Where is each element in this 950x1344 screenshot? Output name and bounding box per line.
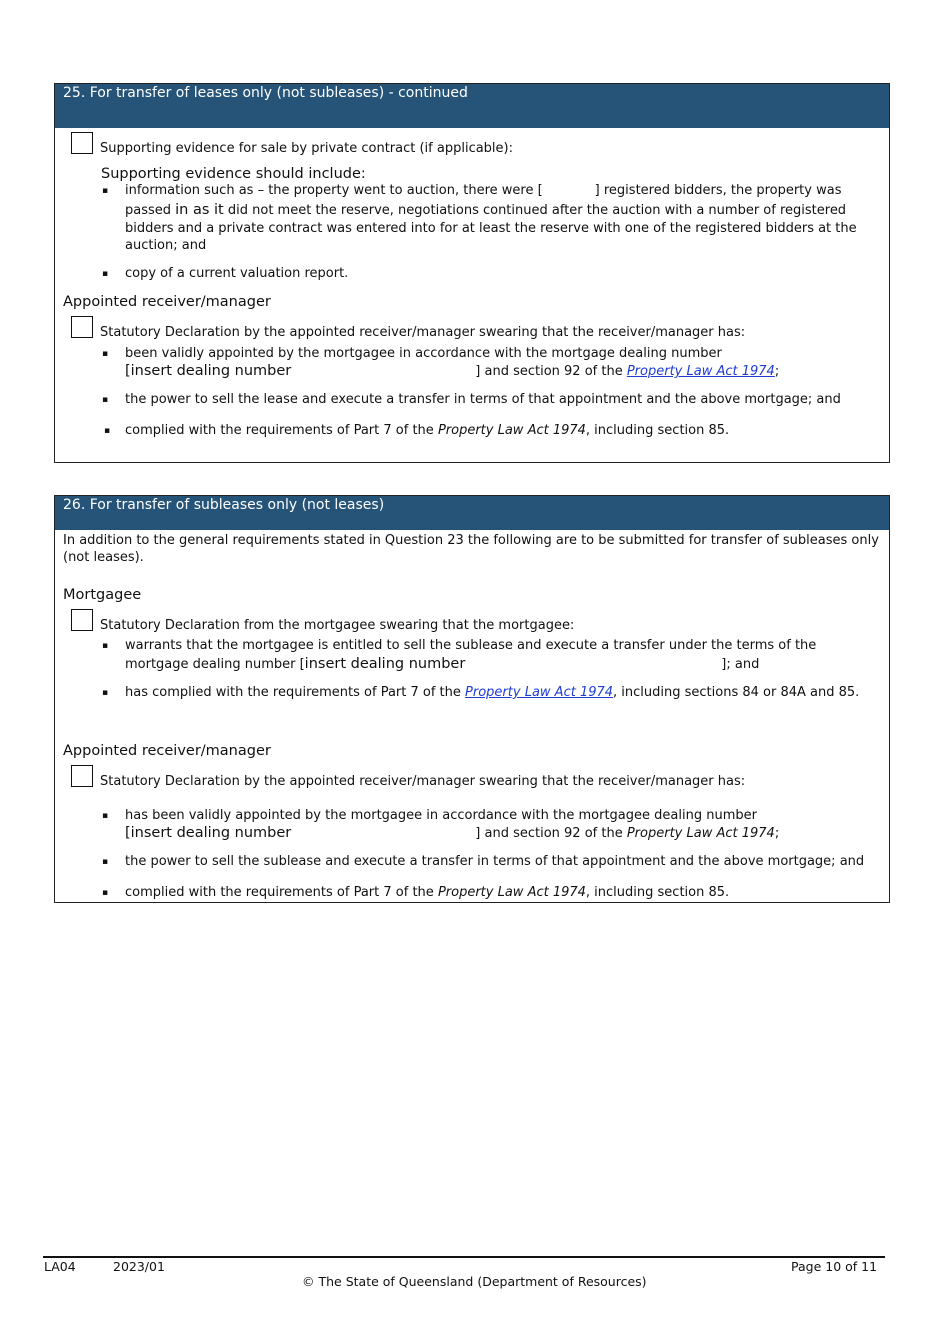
evidence-bullet-1-line-3: bidders and a private contract was entered into for at least the reserve with one of the registered bidders at the xyxy=(125,221,857,236)
section-25-title: 25. For transfer of leases only (not subleases) - continued xyxy=(63,85,468,101)
mortgagee-declaration-checkbox[interactable] xyxy=(71,609,93,631)
evidence-bullet-1-line-2: passed in as it did not meet the reserve, negotiations continued after the auction with a number of registered xyxy=(125,202,847,218)
receiver-26-bullet-2: the power to sell the sublease and execute a transfer in terms of that appointment and the above mortgage; and xyxy=(125,854,865,869)
mortgagee-heading: Mortgagee xyxy=(63,587,142,603)
bullet-icon: ▪ xyxy=(102,641,109,651)
mortgagee-bullet-1-line-1: warrants that the mortgagee is entitled to sell the sublease and execute a transfer under the terms of the xyxy=(125,638,817,653)
receiver-26-bullet-1-line-2: [insert dealing number ] and section 92 of the Property Law Act 1974; xyxy=(125,825,780,841)
evidence-bullet-1-line-1: information such as – the property went to auction, there were [ ] registered bidders, the property was xyxy=(125,183,842,198)
footer-rule xyxy=(43,1256,885,1258)
receiver-25-bullet-3: complied with the requirements of Part 7 of the Property Law Act 1974, including section 85. xyxy=(125,423,730,438)
page-number: Page 10 of 11 xyxy=(791,1259,878,1274)
receiver-declaration-checkbox-25[interactable] xyxy=(71,316,93,338)
section-26-intro-line-1: In addition to the general requirements stated in Question 23 the following are to be submitted for transfer of subleases only xyxy=(63,533,879,548)
evidence-label: Supporting evidence for sale by private contract (if applicable): xyxy=(100,141,513,156)
bullet-icon: ▪ xyxy=(102,349,109,359)
bullet-icon: ▪ xyxy=(104,426,111,436)
section-26-intro-line-2: (not leases). xyxy=(63,550,144,565)
receiver-heading-25: Appointed receiver/manager xyxy=(63,294,271,310)
mortgagee-declaration: Statutory Declaration from the mortgagee swearing that the mortgagee: xyxy=(100,618,575,633)
should-include-label: Supporting evidence should include: xyxy=(101,166,366,182)
bullet-icon: ▪ xyxy=(102,688,109,698)
private-contract-checkbox[interactable] xyxy=(71,132,93,154)
form-code: LA04 xyxy=(44,1259,76,1274)
section-26-header xyxy=(55,496,889,530)
mortgagee-bullet-2: has complied with the requirements of Part 7 of the Property Law Act 1974, including sections 84 or 84A and 85. xyxy=(125,685,860,700)
mortgagee-bullet-1-line-2: mortgage dealing number [insert dealing number ]; and xyxy=(125,656,760,672)
bullet-icon: ▪ xyxy=(102,811,109,821)
receiver-26-bullet-1-line-1: has been validly appointed by the mortgagee in accordance with the mortgagee dealing number xyxy=(125,808,757,823)
bullet-icon: ▪ xyxy=(102,269,109,279)
receiver-26-bullet-3: complied with the requirements of Part 7 of the Property Law Act 1974, including section 85. xyxy=(125,885,730,900)
receiver-declaration-26: Statutory Declaration by the appointed receiver/manager swearing that the receiver/manager has: xyxy=(100,774,746,789)
receiver-25-bullet-2: the power to sell the lease and execute a transfer in terms of that appointment and the above mortgage; and xyxy=(125,392,841,407)
form-version: 2023/01 xyxy=(113,1259,165,1274)
section-26 xyxy=(54,495,890,903)
property-law-act-link[interactable]: Property Law Act 1974 xyxy=(626,364,775,379)
receiver-declaration-checkbox-26[interactable] xyxy=(71,765,93,787)
bullet-icon: ▪ xyxy=(102,857,109,867)
evidence-bullet-2: copy of a current valuation report. xyxy=(125,266,349,281)
property-law-act-link[interactable]: Property Law Act 1974 xyxy=(465,685,614,700)
section-25 xyxy=(54,83,890,463)
section-26-title: 26. For transfer of subleases only (not leases) xyxy=(63,497,385,513)
bullet-icon: ▪ xyxy=(102,888,109,898)
receiver-heading-26: Appointed receiver/manager xyxy=(63,743,271,759)
evidence-bullet-1-line-4: auction; and xyxy=(125,238,207,253)
bullet-icon: ▪ xyxy=(102,395,109,405)
receiver-25-bullet-1-line-1: been validly appointed by the mortgagee in accordance with the mortgage dealing number xyxy=(125,346,722,361)
receiver-declaration-25: Statutory Declaration by the appointed receiver/manager swearing that the receiver/manager has: xyxy=(100,325,746,340)
copyright: © The State of Queensland (Department of Resources) xyxy=(302,1274,647,1289)
section-25-header xyxy=(55,84,889,128)
receiver-25-bullet-1-line-2: [insert dealing number ] and section 92 of the Property Law Act 1974; xyxy=(125,363,780,379)
bullet-icon: ▪ xyxy=(102,186,109,196)
